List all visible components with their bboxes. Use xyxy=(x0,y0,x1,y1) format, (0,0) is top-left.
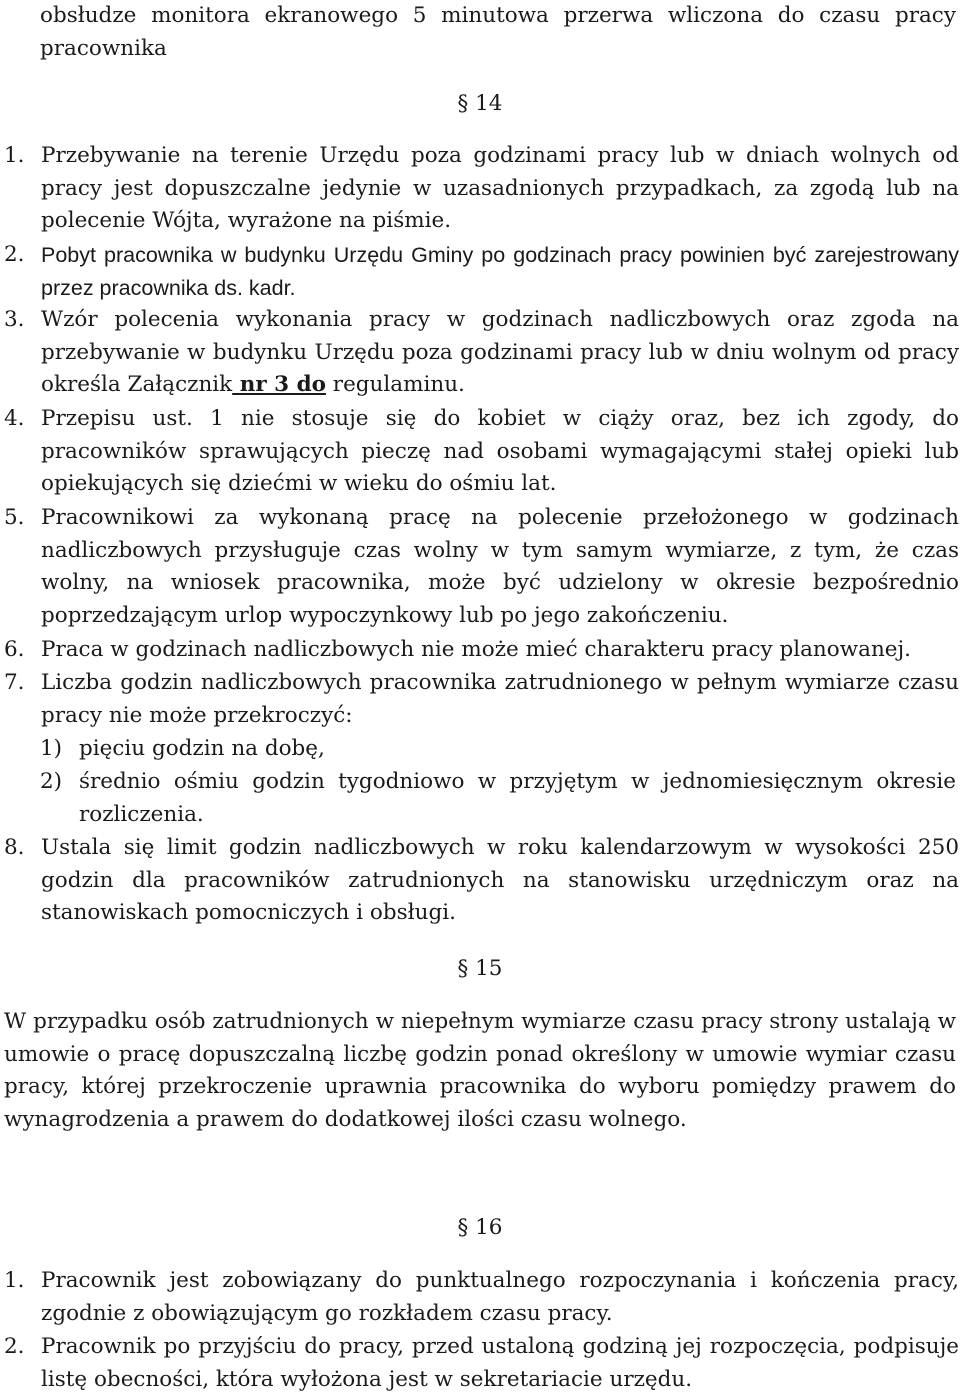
s14-item-8 xyxy=(4,832,959,930)
s14-item-3 xyxy=(4,304,959,402)
item-text xyxy=(41,304,959,402)
item-number: 6. xyxy=(4,637,25,662)
s14-item-5 xyxy=(4,502,959,632)
item-number: 1. xyxy=(4,143,25,168)
section-15-heading: § 15 xyxy=(457,956,503,981)
subitem-text: pięciu godzin na dobę, xyxy=(79,736,325,761)
subitem-number: 1) xyxy=(40,736,63,761)
item-number: 1. xyxy=(4,1268,25,1293)
section-14-heading: § 14 xyxy=(457,91,503,116)
item-text: Przepisu ust. 1 nie stosuje się do kobiet w ciąży oraz, bez ich zgody, do pracowników sprawujących pieczę nad osobami wymagającymi stałej opieki lub opiekujących się dziećmi w wieku do ośmiu lat. xyxy=(41,406,959,497)
item-number: 2. xyxy=(4,1334,25,1359)
item-text: Pracownik jest zobowiązany do punktualnego rozpoczynania i kończenia pracy, zgodnie z obowiązującym go rozkładem czasu pracy. xyxy=(41,1268,959,1326)
s14-item-1 xyxy=(4,140,959,238)
intro-text: obsłudze monitora ekranowego 5 minutowa przerwa wliczona do czasu pracy pracownika xyxy=(40,3,956,61)
item-text: Ustala się limit godzin nadliczbowych w roku kalendarzowym w wysokości 250 godzin dla pracowników zatrudnionych na stanowisku urzędniczym oraz na stanowiskach pomocniczych i obsługi. xyxy=(41,835,959,926)
s14-item-4 xyxy=(4,403,959,501)
item-text: Praca w godzinach nadliczbowych nie może mieć charakteru pracy planowanej. xyxy=(41,637,912,662)
subitem-text: średnio ośmiu godzin tygodniowo w przyjętym w jednomiesięcznym okresie rozliczenia. xyxy=(79,769,956,827)
intro-paragraph xyxy=(40,0,956,65)
item-text: Przebywanie na terenie Urzędu poza godzinami pracy lub w dniach wolnych od pracy jest dopuszczalne jedynie w uzasadnionych przypadkach, za zgodą lub na polecenie Wójta, wyrażone na piśmie. xyxy=(41,143,959,234)
item-number: 8. xyxy=(4,835,25,860)
item-number: 2. xyxy=(4,242,25,267)
section-16-heading: § 16 xyxy=(457,1215,503,1240)
item-text-after: regulaminu. xyxy=(325,372,465,398)
item-text: Pracownik po przyjściu do pracy, przed ustaloną godziną jej rozpoczęcia, podpisuje listę obecności, która wyłożona jest w sekretariacie urzędu. xyxy=(41,1334,959,1392)
s14-item-6 xyxy=(4,634,959,667)
item-text-before: Wzór polecenia wykonania pracy w godzinach nadliczbowych oraz zgoda na przebywanie w budynku Urzędu poza godzinami pracy lub w dniu wolnym od pracy określa Załącznik xyxy=(41,307,959,398)
item-number: 5. xyxy=(4,505,25,530)
item-number: 4. xyxy=(4,406,25,431)
item-number: 3. xyxy=(4,307,25,332)
subitem-number: 2) xyxy=(40,769,63,794)
s14-item-7 xyxy=(4,667,959,732)
item-number: 7. xyxy=(4,670,25,695)
s14-item-2 xyxy=(4,239,959,304)
item-text: Liczba godzin nadliczbowych pracownika zatrudnionego w pełnym wymiarze czasu pracy nie może przekroczyć: xyxy=(41,670,959,728)
s16-item-2 xyxy=(4,1331,959,1396)
s14-subitem-1 xyxy=(40,733,956,766)
s14-subitem-2 xyxy=(40,766,956,831)
section-15-paragraph: W przypadku osób zatrudnionych w niepełnym wymiarze czasu pracy strony ustalają w umowie o pracę dopuszczalną liczbę godzin ponad określony w umowie wymiar czasu pracy, której przekroczenie uprawnia pracownika do wyboru pomiędzy prawem do wynagrodzenia a prawem do dodatkowej ilości czasu wolnego. xyxy=(4,1009,956,1132)
attachment-reference: nr 3 do xyxy=(232,372,326,398)
item-text: Pobyt pracownika w budynku Urzędu Gminy po godzinach pracy powinien być zarejestrowany przez pracownika ds. kadr. xyxy=(41,243,959,300)
s16-item-1 xyxy=(4,1265,959,1330)
item-text: Pracownikowi za wykonaną pracę na polecenie przełożonego w godzinach nadliczbowych przysługuje czas wolny w tym samym wymiarze, z tym, że czas wolny, na wniosek pracownika, może być udzielony w okresie bezpośrednio poprzedzającym urlop wypoczynkowy lub po jego zakończeniu. xyxy=(41,505,959,628)
